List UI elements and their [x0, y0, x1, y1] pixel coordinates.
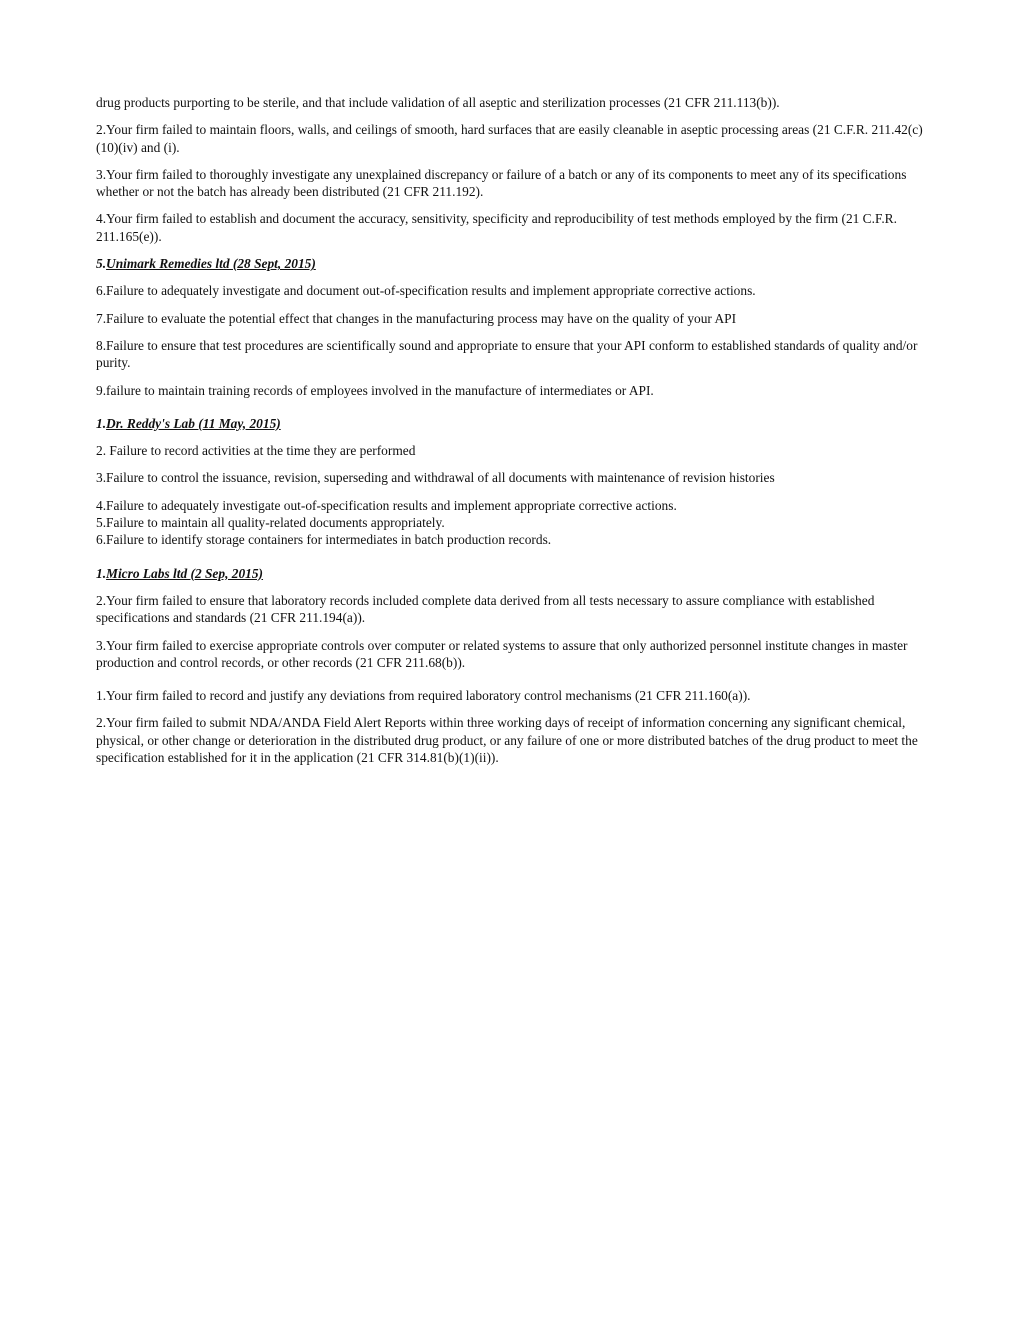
paragraph: 4.Your firm failed to establish and document the accuracy, sensitivity, specificity and reproducibility of test methods employed by the firm (21 C.F.R. 211.165(e)).: [96, 211, 897, 244]
heading-title: Dr. Reddy's Lab (11 May, 2015): [106, 415, 281, 431]
paragraph: 2.Your firm failed to maintain floors, walls, and ceilings of smooth, hard surfaces that are easily cleanable in aseptic processing areas (21 C.F.R. 211.42(c)(10)(iv) and (i).: [96, 122, 923, 155]
paragraph: 1.Your firm failed to record and justify any deviations from required laboratory control mechanisms (21 CFR 211.160(a)).: [96, 688, 751, 704]
section-heading-micro-labs: [96, 565, 928, 582]
paragraph: 3.Your firm failed to thoroughly investigate any unexplained discrepancy or failure of a batch or any of its components to meet any of its specifications whether or not the batch has already been distributed (21 CFR 211.192).: [96, 166, 907, 200]
paragraph: 4.Failure to adequately investigate out-of-specification results and implement appropriate corrective actions.: [96, 497, 677, 513]
heading-title: Micro Labs ltd (2 Sep, 2015): [106, 565, 264, 581]
heading-title: Unimark Remedies ltd (28 Sept, 2015): [106, 256, 316, 272]
document-page: [96, 94, 928, 766]
paragraph: 5.Failure to maintain all quality-related documents appropriately.: [96, 515, 445, 531]
section-heading-dr-reddys: [96, 415, 928, 432]
paragraph: drug products purporting to be sterile, and that include validation of all aseptic and sterilization processes (21 CFR 211.113(b)).: [96, 95, 780, 110]
heading-prefix: 1.: [96, 415, 107, 431]
section-heading-unimark: [96, 255, 928, 272]
paragraph: 8.Failure to ensure that test procedures are scientifically sound and appropriate to ensure that your API conform to established standards of quality and/or purity.: [96, 337, 918, 371]
paragraph: 7.Failure to evaluate the potential effect that changes in the manufacturing process may have on the quality of your API: [96, 310, 737, 326]
heading-prefix: 1.: [96, 565, 107, 581]
paragraph: 2. Failure to record activities at the time they are performed: [96, 443, 416, 459]
paragraph: 6.Failure to adequately investigate and document out-of-specification results and implement appropriate corrective actions.: [96, 283, 756, 299]
paragraph: 9.failure to maintain training records of employees involved in the manufacture of intermediates or API.: [96, 382, 654, 398]
paragraph: 2.Your firm failed to ensure that laboratory records included complete data derived from all tests necessary to assure compliance with established specifications and standards (21 CFR 211.194(a)).: [96, 592, 875, 626]
paragraph: 2.Your firm failed to submit NDA/ANDA Field Alert Reports within three working days of receipt of information concerning any significant chemical, physical, or other change or deterioration in the distributed drug product, or any failure of one or more distributed batches of the drug product to meet the specification established for it in the application (21 CFR 314.81(b)(1)(ii)).: [96, 715, 918, 766]
heading-prefix: 5.: [96, 256, 107, 272]
paragraph: 6.Failure to identify storage containers for intermediates in batch production records.: [96, 532, 552, 548]
paragraph: 3.Failure to control the issuance, revision, superseding and withdrawal of all documents with maintenance of revision histories: [96, 470, 775, 486]
paragraph: 3.Your firm failed to exercise appropriate controls over computer or related systems to assure that only authorized personnel institute changes in master production and control records, or other records (21 CFR 211.68(b)).: [96, 637, 908, 670]
